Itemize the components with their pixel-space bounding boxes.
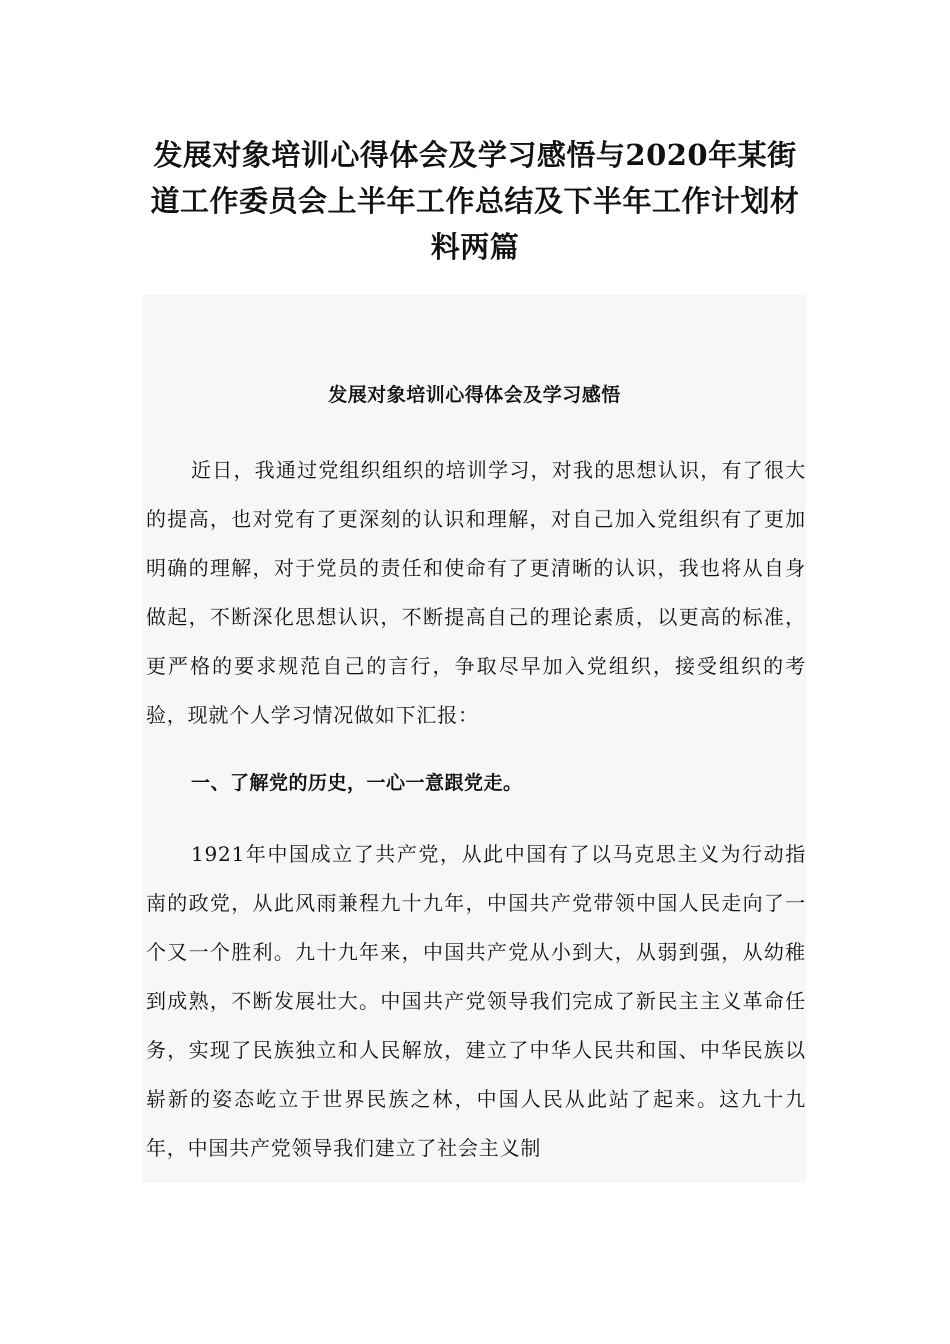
section-heading-1: 一、了解党的历史，一心一意跟党走。 (191, 772, 523, 794)
document-title: 发展对象培训心得体会及学习感悟与2020年某街道工作委员会上半年工作总结及下半年工作计划材料两篇 (150, 138, 800, 264)
paragraph-history: 1921年中国成立了共产党，从此中国有了以马克思主义为行动指南的政党，从此风雨兼程九十九年，中国共产党带领中国人民走向了一个又一个胜利。九十九年来，中国共产党从小到大，从弱到强，从幼稚到成熟，不断发展壮大。中国共产党领导我们完成了新民主主义革命任务，实现了民族独立和人民解放，建立了中华人民共和国、中华民族以崭新的姿态屹立于世界民族之林，中国人民从此站了起来。这九十九年，中国共产党领导我们建立了社会主义制 (146, 842, 806, 1160)
paragraph-intro: 近日，我通过党组织组织的培训学习，对我的思想认识，有了很大的提高，也对党有了更深刻的认识和理解，对自己加入党组织有了更加明确的理解，对于党员的责任和使命有了更清晰的认识，我也将从自身做起，不断深化思想认识，不断提高自己的理论素质，以更高的标准，更严格的要求规范自己的言行，争取尽早加入党组织，接受组织的考验，现就个人学习情况做如下汇报： (146, 458, 806, 727)
section-title: 发展对象培训心得体会及学习感悟 (328, 384, 621, 406)
content-block (143, 295, 806, 1183)
